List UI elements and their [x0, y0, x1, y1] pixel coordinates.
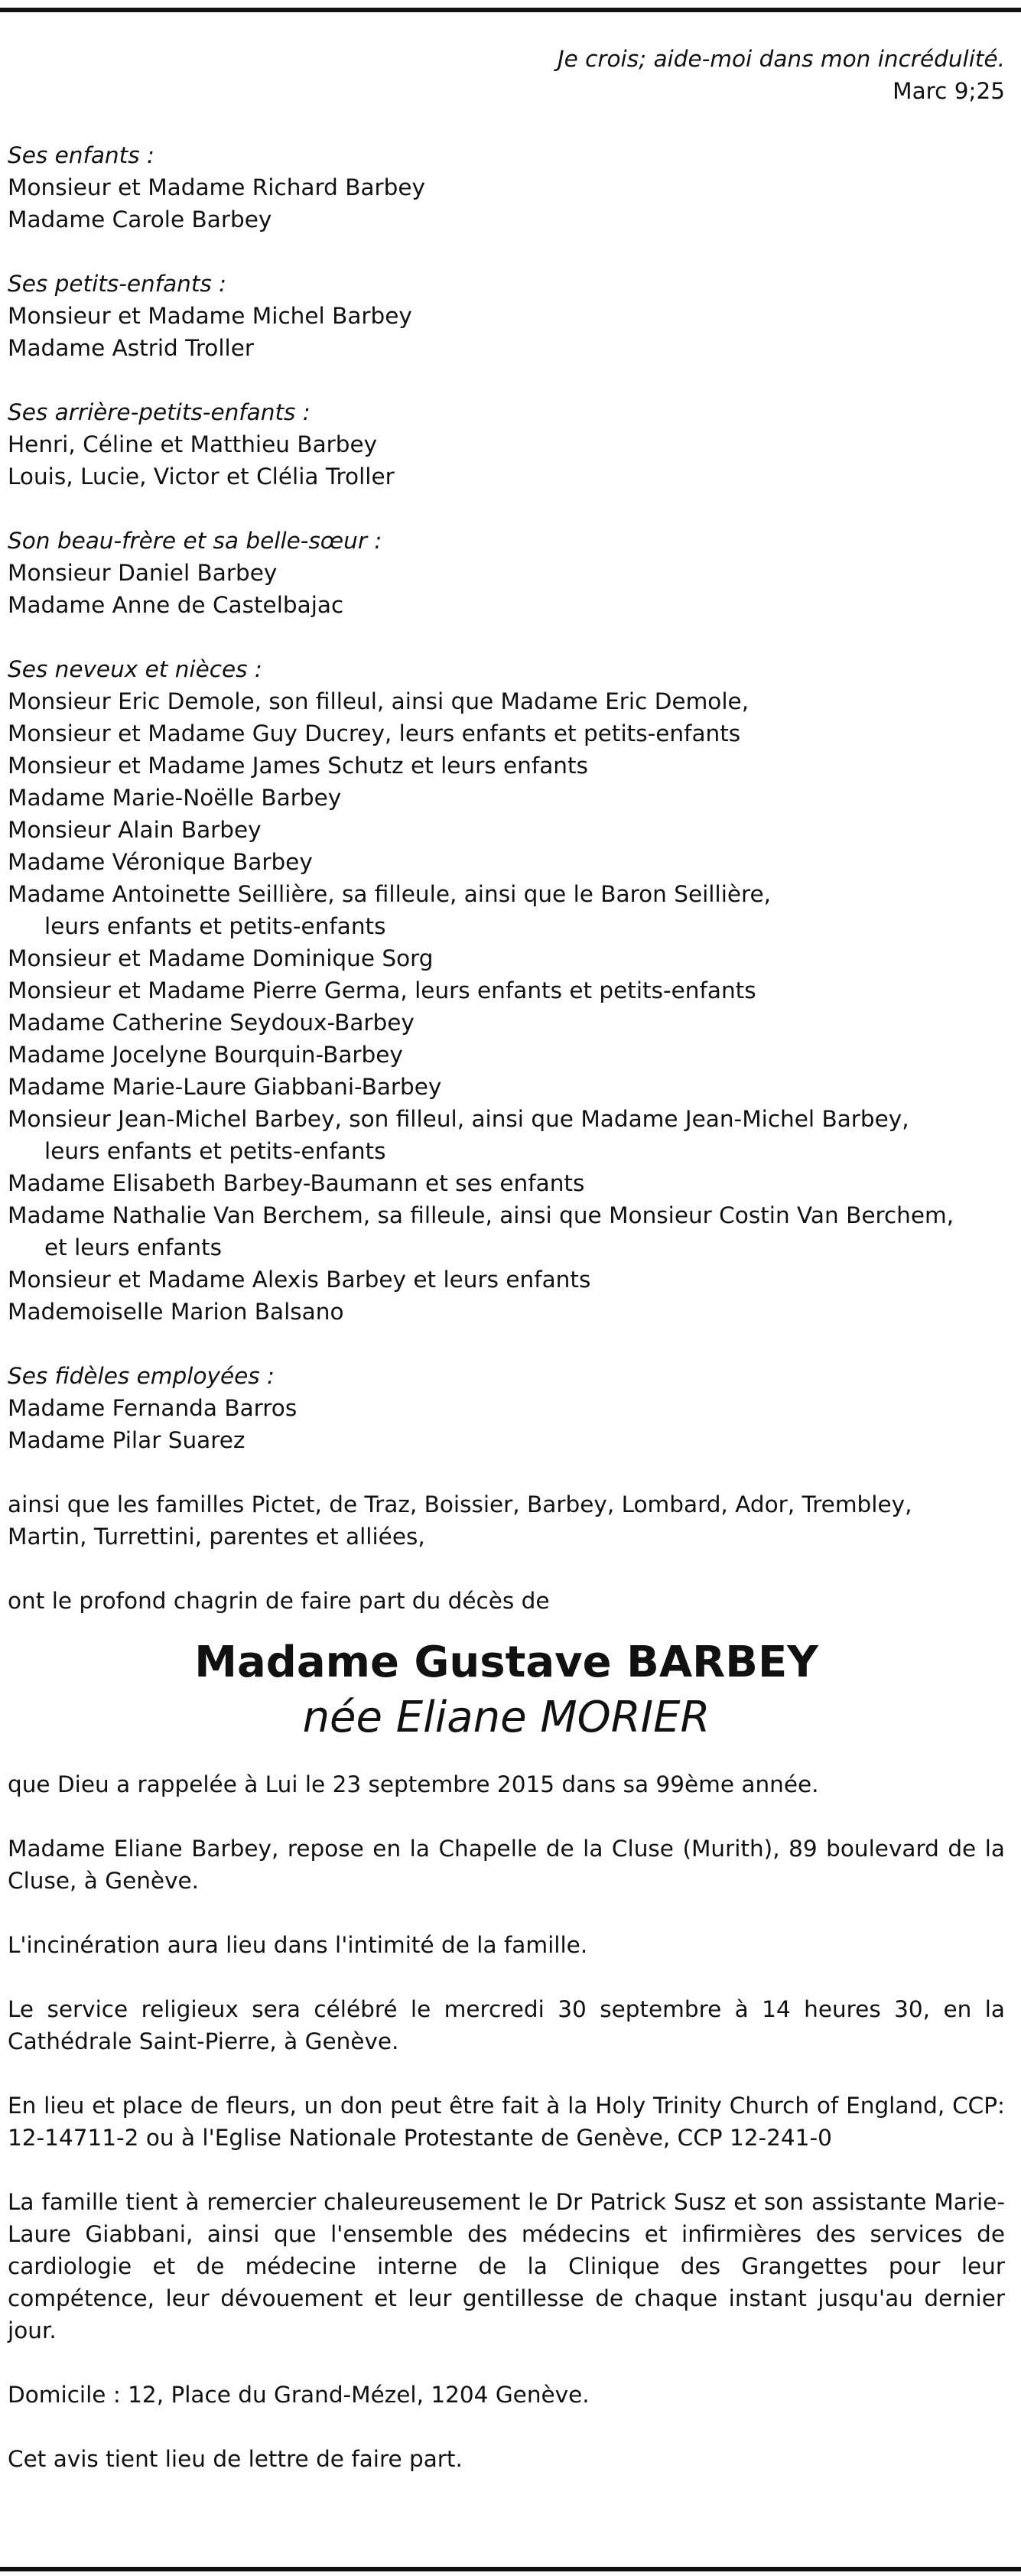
family-entry-continuation: leurs enfants et petits-enfants — [44, 913, 386, 939]
family-entry: Monsieur Eric Demole, son filleul, ainsi que Madame Eric Demole, — [8, 688, 749, 714]
section-title: Ses arrière-petits-enfants : — [8, 399, 311, 425]
notice-paragraph: Le service religieux sera célébré le mercredi 30 septembre à 14 heures 30, en la Cathédrale Saint-Pierre, à Genève. — [8, 1996, 1005, 2054]
family-section — [8, 653, 1005, 1328]
family-entry: Monsieur et Madame James Schutz et leurs enfants — [8, 753, 588, 779]
notice-paragraph: L'incinération aura lieu dans l'intimité de la famille. — [8, 1932, 588, 1958]
family-entry: Madame Véronique Barbey — [8, 849, 313, 875]
families-line-1: ainsi que les familles Pictet, de Traz, Boissier, Barbey, Lombard, Ador, Trembley, — [8, 1491, 912, 1517]
family-section — [8, 525, 1005, 621]
family-entry: Madame Nathalie Van Berchem, sa filleule, ainsi que Monsieur Costin Van Berchem, — [8, 1202, 954, 1228]
family-entry: Monsieur Jean-Michel Barbey, son filleul, ainsi que Madame Jean-Michel Barbey, — [8, 1106, 909, 1132]
family-entry: Madame Marie-Noëlle Barbey — [8, 785, 342, 811]
family-entry: Monsieur et Madame Dominique Sorg — [8, 945, 434, 971]
deceased-name: Madame Gustave BARBEY — [194, 1638, 818, 1687]
family-section — [8, 1360, 1005, 1456]
notice-paragraph: En lieu et place de fleurs, un don peut être fait à la Holy Trinity Church of England, CCP: 12-14711-2 ou à l'Eglise Nationale Protestante de Genève, CCP 12-241-0 — [8, 2093, 1005, 2151]
family-entry-continuation: et leurs enfants — [44, 1234, 222, 1260]
families-line-2: Martin, Turrettini, parentes et alliées, — [8, 1524, 425, 1550]
epigraph-quote: Je crois; aide-moi dans mon incrédulité. — [557, 46, 1005, 72]
notice-paragraph: Domicile : 12, Place du Grand-Mézel, 1204 Genève. — [8, 2382, 590, 2408]
family-entry: Madame Astrid Troller — [8, 335, 255, 361]
announcement: ont le profond chagrin de faire part du décès de — [8, 1588, 550, 1614]
section-title: Son beau-frère et sa belle-sœur : — [8, 528, 382, 554]
family-entry: Mademoiselle Marion Balsano — [8, 1299, 344, 1325]
family-entry: Monsieur et Madame Alexis Barbey et leurs enfants — [8, 1267, 591, 1293]
family-section — [8, 268, 1005, 364]
notice-paragraph: Madame Eliane Barbey, repose en la Chapelle de la Cluse (Murith), 89 boulevard de la Cluse, à Genève. — [8, 1836, 1005, 1894]
family-entry: Madame Fernanda Barros — [8, 1395, 298, 1421]
family-entry: Madame Elisabeth Barbey-Baumann et ses enfants — [8, 1170, 585, 1196]
family-entry-continuation: leurs enfants et petits-enfants — [44, 1138, 386, 1164]
family-entry: Henri, Céline et Matthieu Barbey — [8, 431, 378, 457]
family-entry: Madame Jocelyne Bourquin-Barbey — [8, 1042, 403, 1068]
family-entry: Monsieur et Madame Richard Barbey — [8, 174, 425, 200]
section-title: Ses neveux et nièces : — [8, 656, 262, 682]
section-title: Ses petits-enfants : — [8, 271, 227, 297]
deceased-name-block — [8, 1635, 1005, 1745]
family-entry: Madame Antoinette Seillière, sa filleule, ainsi que le Baron Seillière, — [8, 881, 772, 907]
obituary-notice — [8, 43, 1005, 2475]
family-entry: Madame Catherine Seydoux-Barbey — [8, 1010, 415, 1036]
notice-paragraph: La famille tient à remercier chaleureusement le Dr Patrick Susz et son assistante Marie-Laure Giabbani, ainsi que l'ensemble des médecins et infirmières des services de cardiologie et de médecine interne de la Clinique des Grangettes pour leur compétence, leur dévouement et leur gentillesse de chaque instant jusqu'au dernier jour. — [8, 2189, 1005, 2343]
family-sections — [8, 139, 1005, 1456]
family-entry: Monsieur et Madame Pierre Germa, leurs enfants et petits-enfants — [8, 977, 756, 1003]
family-entry: Monsieur et Madame Guy Ducrey, leurs enfants et petits-enfants — [8, 720, 741, 746]
family-entry: Louis, Lucie, Victor et Clélia Troller — [8, 463, 395, 490]
family-entry: Madame Marie-Laure Giabbani-Barbey — [8, 1074, 442, 1100]
family-entry: Madame Pilar Suarez — [8, 1427, 245, 1453]
notice-paragraph: que Dieu a rappelée à Lui le 23 septembre 2015 dans sa 99ème année. — [8, 1771, 819, 1797]
notice-paragraph: Cet avis tient lieu de lettre de faire part. — [8, 2446, 463, 2472]
section-title: Ses enfants : — [8, 142, 154, 168]
family-section — [8, 139, 1005, 236]
epigraph-reference: Marc 9;25 — [893, 78, 1005, 104]
notice-paragraphs — [8, 1768, 1005, 2475]
family-entry: Madame Carole Barbey — [8, 207, 272, 233]
family-entry: Monsieur et Madame Michel Barbey — [8, 303, 412, 329]
section-title: Ses fidèles employées : — [8, 1363, 275, 1389]
epigraph — [8, 43, 1005, 107]
top-rule — [0, 8, 1021, 12]
family-entry: Madame Anne de Castelbajac — [8, 592, 344, 618]
family-entry: Monsieur Daniel Barbey — [8, 560, 278, 586]
families-paragraph — [8, 1488, 1005, 1553]
family-entry: Monsieur Alain Barbey — [8, 817, 262, 843]
deceased-maiden-name: née Eliane MORIER — [302, 1693, 710, 1742]
family-section — [8, 396, 1005, 493]
bottom-rule — [0, 2567, 1021, 2571]
